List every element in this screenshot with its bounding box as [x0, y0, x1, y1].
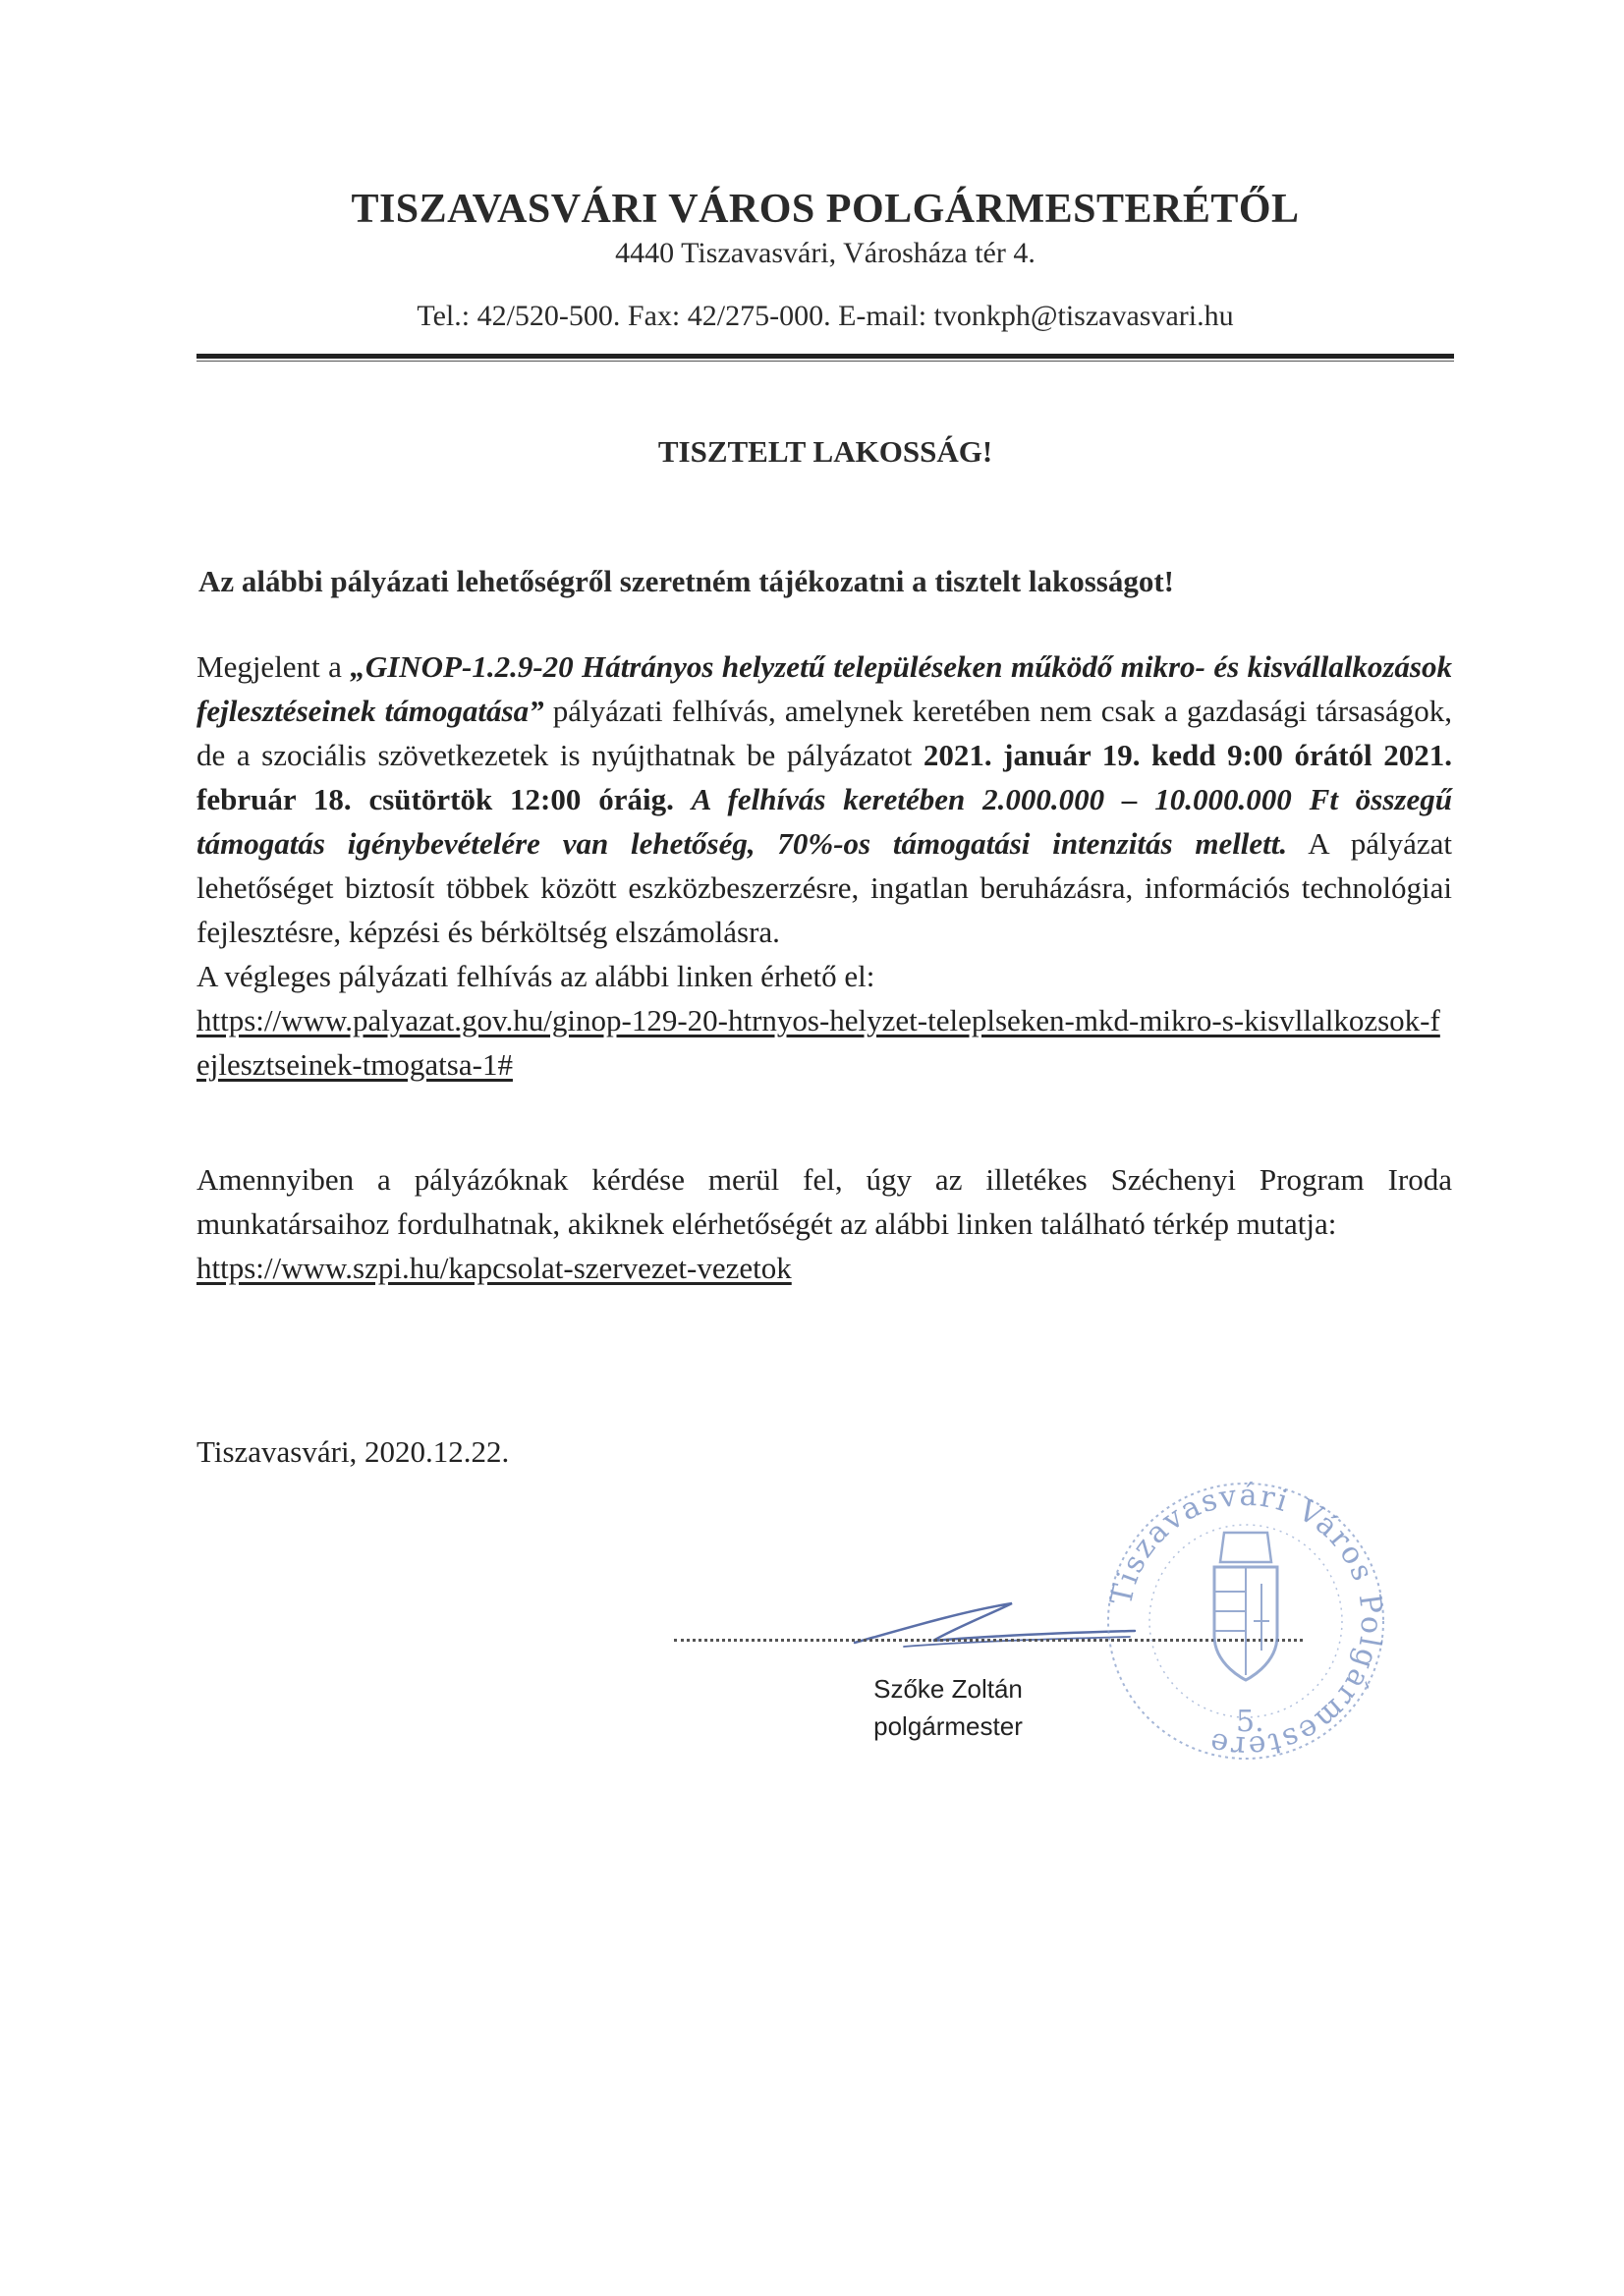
intro-sentence: Az alábbi pályázati lehetőségről szeretném tájékozatni a tisztelt lakosságot!	[198, 564, 1174, 598]
paragraph-announcement	[196, 644, 1452, 954]
main-paragraph	[196, 644, 1452, 1087]
palyazat-link[interactable]: https://www.palyazat.gov.hu/ginop-129-20-htrnyos-helyzet-teleplseken-mkd-mikro-s-kisvllalkozsok-fejlesztseinek-tmogatsa-1#	[196, 1003, 1440, 1082]
letterhead-title: TISZAVASVÁRI VÁROS POLGÁRMESTERÉTŐL	[351, 187, 1300, 232]
letterhead-divider-thin	[196, 361, 1454, 362]
coat-of-arms-icon	[1214, 1533, 1277, 1680]
letterhead-divider	[196, 354, 1454, 359]
seal-ring-text: Tiszavasvári Város Polgármestere	[1104, 1478, 1389, 1764]
call-title: „GINOP-1.2.9-20 Hátrányos helyzetű településeken működő mikro- és kisvállalkozások fejlesztéseinek támogatása”	[196, 649, 1452, 728]
funding-amount-text: A felhívás keretében 2.000.000 – 10.000.000 Ft összegű támogatás igénybevételére van lehetőség, 70%-os támogatási intenzitás mellett.	[196, 782, 1452, 861]
text-segment: A pályázat lehetőséget biztosít többek között eszközbeszerzésre, ingatlan beruházásra, információs technológiai fejlesztésre, képzési és bérköltség elszámolásra.	[196, 826, 1453, 949]
contact-text: Amennyiben a pályázóknak kérdése merül fel, úgy az illetékes Széchenyi Program Iroda munkatársaihoz fordulhatnak, akiknek elérhetőségét az alábbi linken található térkép mutatja:	[196, 1162, 1452, 1241]
link-intro: A végleges pályázati felhívás az alábbi linken érhető el:	[196, 959, 875, 993]
seal-number: 5.	[1236, 1705, 1264, 1739]
szpi-link[interactable]: https://www.szpi.hu/kapcsolat-szervezet-vezetok	[196, 1251, 792, 1285]
signer-role: polgármester	[873, 1711, 1023, 1741]
deadline-text: 2021. január 19. kedd 9:00 órától 2021. február 18. csütörtök 12:00 óráig.	[196, 738, 1452, 816]
text-segment	[674, 782, 692, 816]
contact-paragraph	[196, 1157, 1452, 1290]
letterhead	[196, 185, 1454, 334]
letterhead-contact: Tel.: 42/520-500. Fax: 42/275-000. E-mail: tvonkph@tiszavasvari.hu	[417, 300, 1234, 332]
signer-block	[825, 1670, 1071, 1745]
text-segment: Megjelent a	[196, 649, 351, 684]
salutation-heading: TISZTELT LAKOSSÁG!	[657, 434, 993, 469]
handwritten-signature	[845, 1582, 1140, 1660]
signer-name: Szőke Zoltán	[873, 1674, 1023, 1704]
text-segment: pályázati felhívás, amelynek keretében nem csak a gazdasági társaságok, de a szociális szövetkezetek is nyújthatnak be pályázatot	[196, 694, 1452, 772]
official-seal	[1098, 1474, 1393, 1768]
letterhead-address: 4440 Tiszavasvári, Városháza tér 4.	[615, 237, 1036, 269]
date-place: Tiszavasvári, 2020.12.22.	[196, 1434, 510, 1469]
